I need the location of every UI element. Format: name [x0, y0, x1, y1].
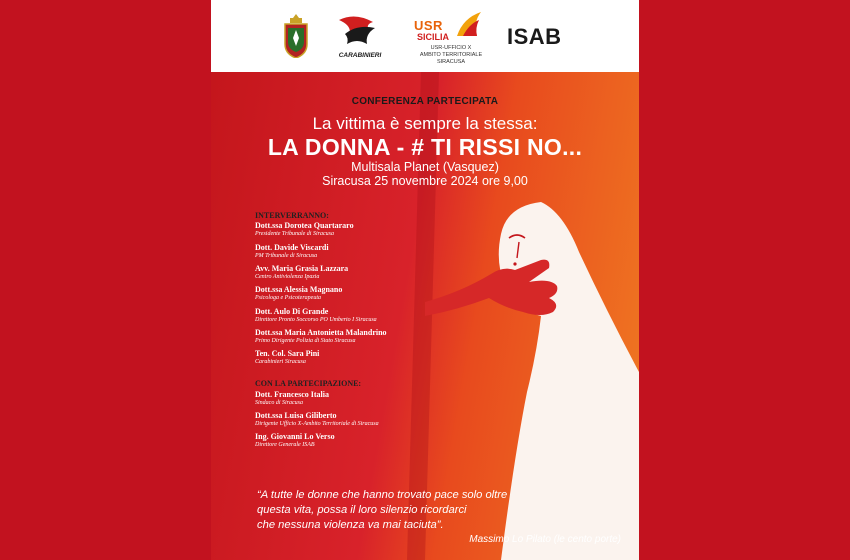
police-emblem-icon: [283, 14, 309, 58]
participant-name: Dott.ssa Luisa Giliberto: [255, 411, 337, 420]
speaker-name: Avv. Maria Grasia Lazzara: [255, 264, 349, 273]
speaker-name: Dott.ssa Maria Antonietta Malandrino: [255, 328, 387, 337]
event-type: CONFERENZA PARTECIPATA: [351, 96, 499, 107]
carabinieri-logo: [335, 14, 385, 60]
speaker-role: Presidente Tribunale di Siracusa: [255, 231, 334, 237]
event-venue: Multisala Planet (Vasquez): [351, 160, 499, 174]
speaker-name: Dott. Davide Viscardi: [255, 243, 329, 252]
quote-line: questa vita, possa il loro silenzio ricordarci: [257, 504, 467, 516]
speaker-name: Dott.ssa Dorotea Quartararo: [255, 221, 354, 230]
hand-icon: [425, 260, 557, 316]
quote-author: Massimo Lo Pilato (le cento porte): [469, 534, 621, 545]
speaker-role: Carabinieri Siracusa: [255, 359, 306, 365]
speaker-name: Ten. Col. Sara Pini: [255, 349, 320, 358]
logo-bar: [211, 0, 639, 72]
speaker-role: Primo Dirigente Polizia di Stato Siracusa: [255, 338, 356, 344]
speaker-role: Psicologa e Psicoterapeuta: [255, 295, 321, 301]
quote-line: che nessuna violenza va mai taciuta”.: [257, 519, 444, 531]
event-title: LA DONNA - # TI RISSI NO...: [267, 134, 583, 160]
poster-body: [211, 72, 639, 560]
participant-name: Ing. Giovanni Lo Verso: [255, 432, 335, 441]
carabinieri-label: CARABINIERI: [338, 52, 382, 59]
speaker-role: PM Tribunale di Siracusa: [255, 253, 318, 259]
speaker-name: Dott. Aulo Di Grande: [255, 307, 329, 316]
event-subtitle: La vittima è sempre la stessa:: [312, 114, 538, 133]
speakers-heading: INTERVERRANNO:: [255, 211, 329, 220]
usr-subtitle: SICILIA: [417, 32, 450, 42]
usr-title: USR: [414, 18, 443, 33]
participant-role: Direttore Generale ISAB: [255, 442, 315, 448]
speaker-role: Centro Antiviolenza Ipazia: [255, 274, 320, 280]
participant-role: Dirigente Ufficio X-Ambito Territoriale di Siracusa: [255, 421, 379, 427]
quote-line: “A tutte le donne che hanno trovato pace solo oltre: [257, 489, 508, 501]
usr-caption-line: AMBITO TERRITORIALE: [419, 52, 483, 58]
usr-caption-line: SIRACUSA: [436, 59, 466, 65]
speaker-name: Dott.ssa Alessia Magnano: [255, 285, 343, 294]
usr-caption-line: USR-UFFICIO X: [430, 45, 472, 51]
usr-flame-icon: [455, 12, 485, 36]
usr-caption: [411, 45, 491, 66]
event-poster: [211, 0, 639, 560]
event-datetime: Siracusa 25 novembre 2024 ore 9,00: [322, 174, 528, 188]
isab-logo: ISAB: [507, 24, 562, 49]
closing-quote: [257, 488, 587, 533]
participant-role: Sindaco di Siracusa: [255, 400, 303, 406]
participant-name: Dott. Francesco Italia: [255, 390, 329, 399]
usr-sicilia-logo: [411, 12, 491, 70]
speaker-role: Direttore Pronto Soccorso PO Umberto I Siracusa: [255, 317, 377, 323]
participation-heading: CON LA PARTECIPAZIONE:: [255, 379, 362, 388]
